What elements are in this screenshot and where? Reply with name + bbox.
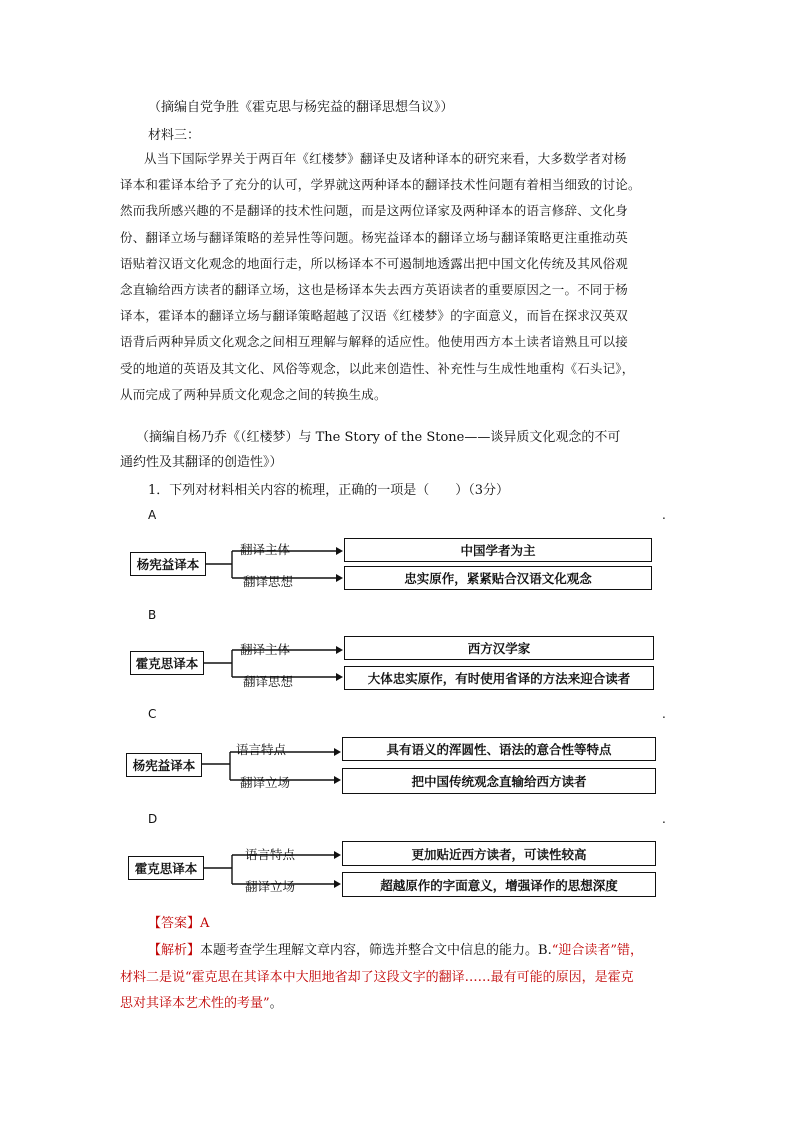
- paragraph-line: 语贴着汉语文化观念的地面行走，所以杨译本不可遏制地透露出把中国文化传统及其风俗观: [120, 255, 629, 271]
- analysis-label: 【解析】: [148, 943, 201, 958]
- source-citation-material3-line2: 通约性及其翻译的创造性》）: [120, 455, 283, 470]
- option-c-label2: 翻译立场: [240, 775, 291, 790]
- option-c-label1: 语言特点: [236, 742, 287, 757]
- option-a-box1: 中国学者为主: [344, 538, 652, 562]
- option-c-letter[interactable]: C: [148, 707, 157, 721]
- analysis-highlight-3: 思对其译本艺术性的考量”: [120, 996, 270, 1011]
- paragraph-line: 译本，霍译本的翻译立场与翻译策略超越了汉语《红楼梦》的字面意义，而旨在探求汉英双: [120, 308, 629, 324]
- analysis-line1: [148, 939, 643, 958]
- paragraph-line: 念直输给西方读者的翻译立场，这也是杨译本失去西方英语读者的重要原因之一。不同于杨: [120, 282, 629, 298]
- option-b-letter[interactable]: B: [148, 608, 157, 622]
- source-citation-material3-line1: （摘编自杨乃乔《（红楼梦）与 The Story of the Stone——谈异质文化观念的不可: [136, 430, 621, 445]
- analysis-line2: 材料二是说“霍克思在其译本中大胆地省却了这段文字的翻译……最有可能的原因，是霍克: [120, 970, 634, 985]
- answer-label: 【答案】: [148, 916, 201, 931]
- option-d-box2: 超越原作的字面意义，增强译作的思想深度: [342, 872, 656, 897]
- paragraph-line: 然而我所感兴趣的不是翻译的技术性问题，而是这两位译家及两种译本的语言修辞、文化身: [120, 203, 629, 219]
- source-citation-material2: （摘编自党争胜《霍克思与杨宪益的翻译思想刍议》）: [148, 100, 454, 115]
- option-c-box2: 把中国传统观念直输给西方读者: [342, 768, 656, 794]
- option-b-box1: 西方汉学家: [344, 636, 654, 660]
- answer-value: A: [200, 916, 210, 931]
- paragraph-line: 语背后两种异质文化观念之间相互理解与解释的适应性。他使用西方本土读者谙熟且可以接: [120, 334, 629, 350]
- paragraph-line: 份、翻译立场与翻译策略的差异性等问题。杨宪益译本的翻译立场与翻译策略更注重推动英: [120, 229, 629, 245]
- option-d-label1: 语言特点: [245, 847, 296, 862]
- answer-line: [148, 912, 209, 931]
- option-b-subject-box: 霍克思译本: [130, 651, 204, 675]
- option-b-box2: 大体忠实原作，有时使用省译的方法来迎合读者: [344, 666, 654, 690]
- paragraph-line: 译本和霍译本给予了充分的认可，学界就这两种译本的翻译技术性问题有着相当细致的讨论。: [120, 177, 641, 193]
- option-a-box2: 忠实原作，紧紧贴合汉语文化观念: [344, 566, 652, 590]
- option-a-label1: 翻译主体: [240, 542, 291, 557]
- option-b-label2: 翻译思想: [243, 674, 294, 689]
- analysis-highlight-1: “迎合读者”错，: [551, 943, 643, 958]
- option-b-label1: 翻译主体: [240, 642, 291, 657]
- option-c-subject-box: 杨宪益译本: [126, 753, 202, 777]
- analysis-line3: [120, 992, 283, 1011]
- analysis-period: 。: [269, 996, 283, 1011]
- question-stem: 1．下列对材料相关内容的梳理，正确的一项是（ ）（3分）: [148, 483, 510, 498]
- material3-heading: 材料三：: [148, 128, 201, 143]
- option-d-label2: 翻译立场: [245, 879, 296, 894]
- paragraph-line: 从而完成了两种异质文化观念之间的转换生成。: [120, 386, 387, 402]
- option-a-letter[interactable]: A: [148, 508, 157, 522]
- option-d-subject-box: 霍克思译本: [128, 856, 204, 880]
- option-d-box1: 更加贴近西方读者，可读性较高: [342, 841, 656, 866]
- option-a-dot: .: [662, 508, 666, 522]
- option-d-dot: .: [662, 812, 666, 826]
- option-d-letter[interactable]: D: [148, 812, 158, 826]
- option-a-label2: 翻译思想: [243, 574, 294, 589]
- paragraph-line: 从当下国际学界关于两百年《红楼梦》翻译史及诸种译本的研究来看，大多数学者对杨: [144, 151, 627, 166]
- option-c-dot: .: [662, 707, 666, 721]
- option-a-subject-box: 杨宪益译本: [130, 552, 206, 576]
- paragraph-line: 受的地道的英语及其文化、风俗等观念，以此来创造性、补充性与生成性地重构《石头记》，: [120, 360, 635, 376]
- analysis-text: 本题考查学生理解文章内容，筛选并整合文中信息的能力。B.: [200, 943, 552, 958]
- option-c-box1: 具有语义的浑圆性、语法的意合性等特点: [342, 737, 656, 761]
